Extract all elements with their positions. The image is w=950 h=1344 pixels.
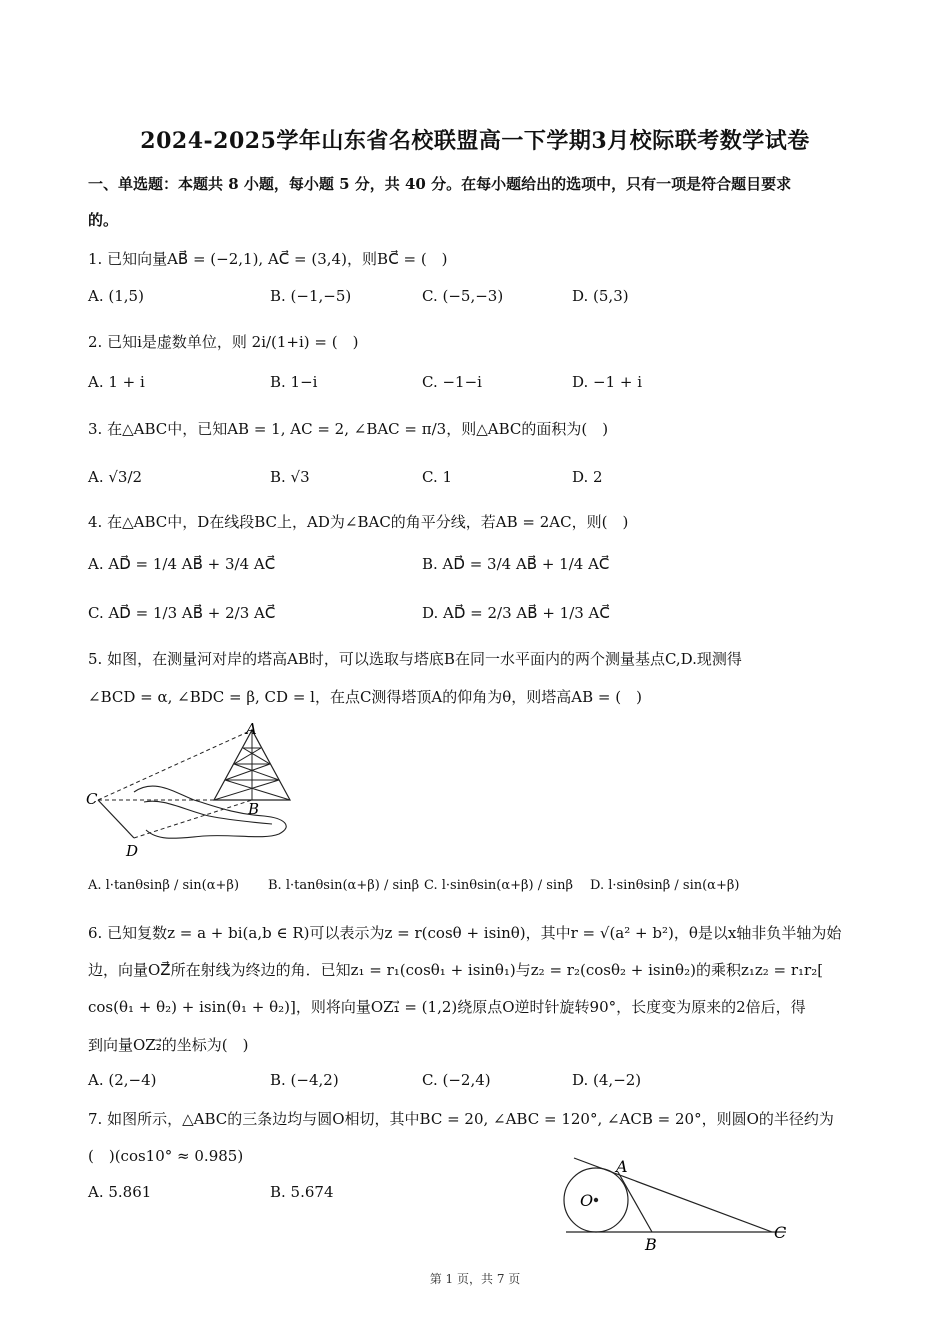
question-4-option-b: B. AD⃗ = 3/4 AB⃗ + 1/4 AC⃗ — [422, 555, 610, 573]
figure7-label-b: B — [645, 1235, 657, 1254]
inscribed-circle-figure — [560, 1150, 800, 1256]
question-2-option-c: C. −1−i — [422, 373, 482, 391]
question-6-option-b: B. (−4,2) — [270, 1071, 339, 1089]
question-6-stem-line4: 到向量OZ₂⃗的坐标为( ) — [88, 1036, 249, 1054]
page-footer: 第 1 页，共 7 页 — [429, 1272, 521, 1286]
question-5-option-a: A. l·tanθsinβ / sin(α+β) — [88, 878, 240, 893]
figure7-label-c: C — [774, 1223, 787, 1242]
page-title: 2024-2025学年山东省名校联盟高一下学期3月校际联考数学试卷 — [140, 128, 810, 154]
figure7-label-a: A — [616, 1157, 628, 1176]
figure5-label-b: B — [248, 800, 260, 818]
question-2-option-b: B. 1−i — [270, 373, 318, 391]
question-6-option-c: C. (−2,4) — [422, 1071, 491, 1089]
question-3-option-c: C. 1 — [422, 468, 453, 486]
question-3-option-a: A. √3/2 — [88, 468, 143, 486]
figure5-label-c: C — [86, 790, 98, 808]
figure7-label-o: O — [580, 1191, 594, 1210]
section-heading-line1: 一、单选题：本题共 8 小题，每小题 5 分，共 40 分。在每小题给出的选项中，只有一项是符合题目要求 — [88, 175, 792, 193]
question-4-option-c: C. AD⃗ = 1/3 AB⃗ + 2/3 AC⃗ — [88, 604, 276, 622]
question-1-option-d: D. (5,3) — [572, 287, 629, 305]
question-1-stem: 1. 已知向量AB⃗ = (−2,1), AC⃗ = (3,4)，则BC⃗ = ( ) — [88, 250, 448, 268]
question-5-stem-line1: 5. 如图，在测量河对岸的塔高AB时，可以选取与塔底B在同一水平面内的两个测量基点C,D.现测得 — [88, 650, 742, 668]
question-2-option-a: A. 1 + i — [88, 373, 145, 391]
question-6-stem-line2: 边，向量OZ⃗所在射线为终边的角．已知z₁ = r₁(cosθ₁ + isinθ₁)与z₂ = r₂(cosθ₂ + isinθ₂)的乘积z₁z₂ = r₁r₂[ — [88, 961, 824, 979]
question-4-stem: 4. 在△ABC中，D在线段BC上，AD为∠BAC的角平分线，若AB = 2AC，则( ) — [88, 513, 629, 531]
question-3-option-b: B. √3 — [270, 468, 310, 486]
question-5-stem-line2: ∠BCD = α, ∠BDC = β, CD = l，在点C测得塔顶A的仰角为θ，则塔高AB = ( ) — [88, 688, 642, 706]
question-6-option-d: D. (4,−2) — [572, 1071, 642, 1089]
question-4-option-d: D. AD⃗ = 2/3 AB⃗ + 1/3 AC⃗ — [422, 604, 610, 622]
question-1-option-c: C. (−5,−3) — [422, 287, 504, 305]
question-5-option-b: B. l·tanθsin(α+β) / sinβ — [268, 878, 420, 893]
tower-measurement-figure — [84, 718, 304, 860]
question-7-stem-line1: 7. 如图所示，△ABC的三条边均与圆O相切，其中BC = 20, ∠ABC = 120°, ∠ACB = 20°，则圆O的半径约为 — [88, 1110, 834, 1128]
question-6-stem-line1: 6. 已知复数z = a + bi(a,b ∈ R)可以表示为z = r(cosθ + isinθ)，其中r = √(a² + b²)，θ是以x轴非负半轴为始 — [88, 924, 842, 942]
figure5-label-d: D — [126, 842, 139, 860]
figure5-label-a: A — [246, 720, 257, 738]
question-1-option-a: A. (1,5) — [88, 287, 144, 305]
question-7-option-b: B. 5.674 — [270, 1183, 334, 1201]
question-7-stem-line2: ( )(cos10° ≈ 0.985) — [88, 1147, 244, 1165]
question-4-option-a: A. AD⃗ = 1/4 AB⃗ + 3/4 AC⃗ — [88, 555, 276, 573]
question-7-option-a: A. 5.861 — [88, 1183, 152, 1201]
question-5-option-d: D. l·sinθsinβ / sin(α+β) — [590, 878, 740, 893]
question-6-option-a: A. (2,−4) — [88, 1071, 157, 1089]
question-3-option-d: D. 2 — [572, 468, 603, 486]
question-2-option-d: D. −1 + i — [572, 373, 643, 391]
question-1-option-b: B. (−1,−5) — [270, 287, 352, 305]
question-3-stem: 3. 在△ABC中，已知AB = 1, AC = 2, ∠BAC = π/3，则△ABC的面积为( ) — [88, 420, 609, 438]
question-2-stem: 2. 已知i是虚数单位，则 2i/(1+i) = ( ) — [88, 333, 359, 351]
section-heading-line2: 的。 — [88, 211, 119, 229]
question-6-stem-line3: cos(θ₁ + θ₂) + isin(θ₁ + θ₂)]，则将向量OZ₁⃗ = (1,2)绕原点O逆时针旋转90°，长度变为原来的2倍后，得 — [88, 998, 806, 1016]
question-5-option-c: C. l·sinθsin(α+β) / sinβ — [424, 878, 573, 893]
